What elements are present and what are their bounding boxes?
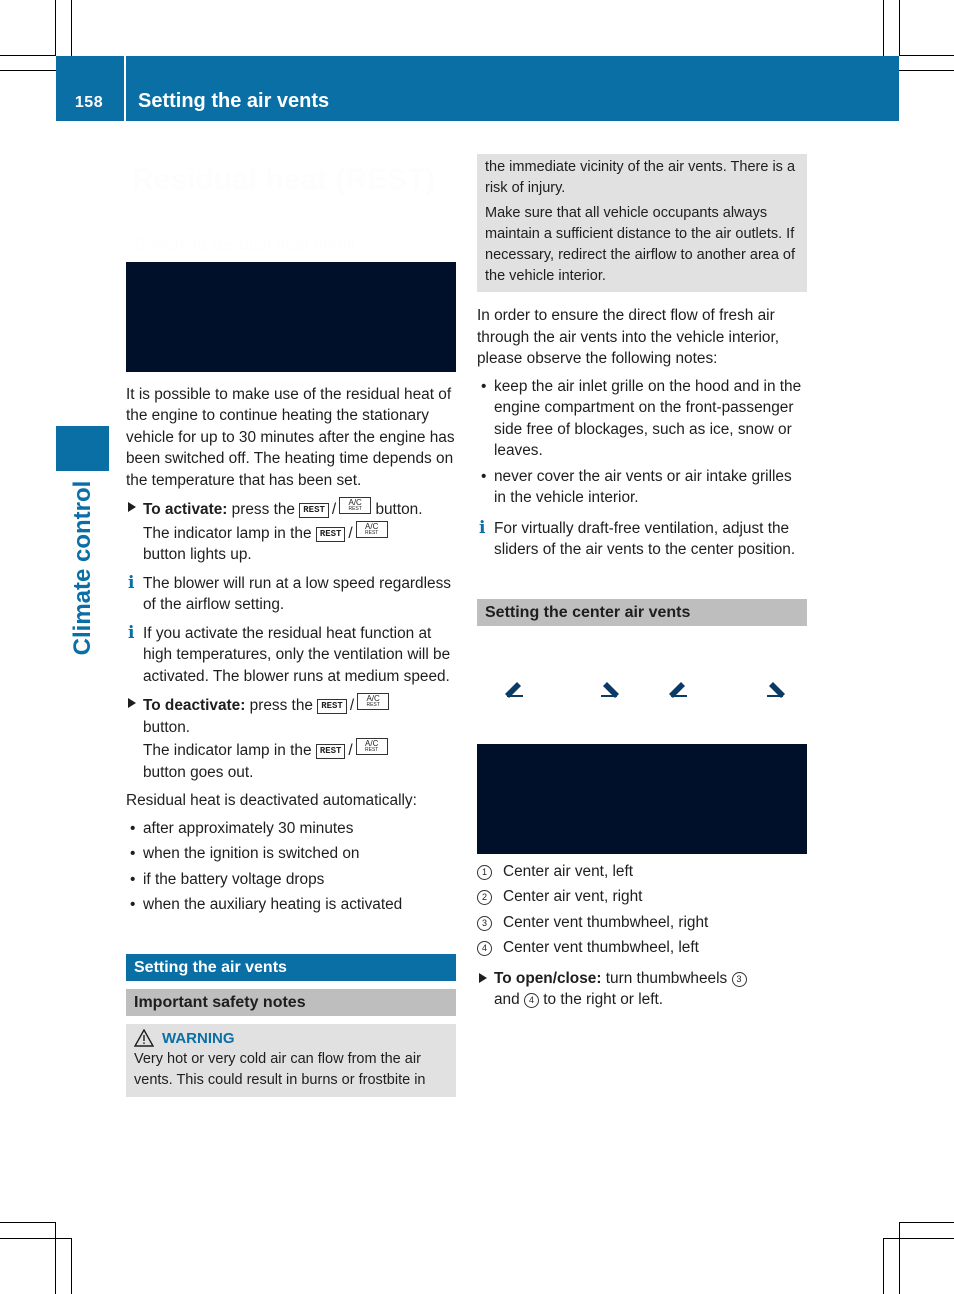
right-column (477, 154, 807, 1011)
crop-mark (0, 70, 56, 71)
info-icon: i (128, 622, 135, 643)
rest-button-icon: REST (316, 527, 346, 542)
legend-item: 1 Center air vent, left (477, 861, 807, 883)
crop-mark (899, 70, 954, 71)
info-note: i The blower will run at a low speed regardless of the airflow setting. (128, 572, 451, 613)
warning-icon (134, 1029, 154, 1047)
auto-deactivate-list (126, 818, 456, 916)
deactivate-step: To deactivate: press the REST / A/C REST button. The indicator lamp in the REST / A/C REST button goes out. (126, 693, 456, 783)
page-title: Setting the air vents (138, 90, 330, 112)
info-icon: i (479, 517, 486, 538)
crop-mark (899, 55, 954, 56)
vent-diagram (477, 626, 807, 744)
rest-button-icon: REST (299, 503, 329, 518)
step-arrow-icon (128, 698, 136, 708)
section-heading: Setting the air vents (126, 954, 456, 981)
ac-button-icon: A/C REST (356, 521, 388, 538)
crop-mark (899, 0, 900, 56)
list-item: • when the auxiliary heating is activated (130, 896, 403, 913)
chapter-tab (56, 426, 109, 471)
notes-list (477, 376, 807, 509)
open-close-step: To open/close: turn thumbwheels 3 and 4 to the right or left. (477, 968, 807, 1011)
info-note: i If you activate the residual heat function at high temperatures, only the ventilation will be activated. The blower runs at medium speed. (128, 622, 451, 685)
left-column (126, 150, 456, 1097)
warning-box (126, 1024, 456, 1097)
notes-intro: In order to ensure the direct flow of fresh air through the air vents into the vehicle interior, please observe the following notes: (477, 307, 780, 367)
crop-mark (883, 1238, 954, 1239)
chapter-label: Climate control (69, 480, 96, 656)
info-icon: i (128, 572, 135, 593)
section-heading: Setting the center air vents (477, 599, 807, 626)
crop-mark (883, 0, 884, 56)
center-vents-image (477, 744, 807, 854)
list-item: • after approximately 30 minutes (130, 819, 354, 837)
faint-section-title: Residual heat (REST) (132, 163, 436, 196)
faint-subsection-title: Switching residual heat on/off (134, 235, 356, 254)
crop-mark (899, 1222, 900, 1294)
info-note: i For virtually draft-free ventilation, adjust the sliders of the air vents to the center position. (479, 517, 796, 558)
vent-arrow-icon (759, 672, 791, 704)
step-arrow-icon (128, 502, 136, 512)
list-item: • when the ignition is switched on (130, 845, 360, 862)
legend-item: 4 Center vent thumbwheel, left (477, 937, 807, 959)
crop-mark (71, 1238, 72, 1294)
crop-mark (899, 1222, 954, 1223)
rest-button-icon: REST (317, 699, 347, 714)
ac-button-icon: A/C REST (356, 738, 388, 755)
crop-mark (0, 55, 56, 56)
crop-mark (55, 1222, 56, 1294)
header-divider (124, 56, 126, 121)
legend-item: 3 Center vent thumbwheel, right (477, 912, 807, 934)
activate-step: To activate: press the REST / A/C REST button. The indicator lamp in the REST / A/C REST button lights up. (126, 497, 456, 566)
legend-item: 2 Center air vent, right (477, 886, 807, 908)
list-item: • never cover the air vents or air intake grilles in the vehicle interior. (481, 467, 792, 506)
crop-mark (55, 0, 56, 56)
legend-list (477, 861, 807, 959)
warning-text: Very hot or very cold air can flow from the air vents. This could result in burns or frostbite in (134, 1050, 426, 1088)
warning-header: WARNING (134, 1028, 449, 1049)
vent-arrow-icon (663, 672, 695, 704)
page-number: 158 (74, 94, 104, 111)
vent-arrow-icon (499, 672, 531, 704)
page-header (56, 56, 899, 121)
residual-heat-image (126, 262, 456, 372)
step-arrow-icon (479, 973, 487, 983)
ac-button-icon: A/C REST (339, 497, 371, 514)
crop-mark (0, 1238, 72, 1239)
crop-mark (71, 0, 72, 56)
rest-button-icon: REST (316, 744, 346, 759)
ac-button-icon: A/C REST (357, 693, 389, 710)
vent-arrow-icon (593, 672, 625, 704)
crop-mark (0, 1222, 56, 1223)
crop-mark (883, 1238, 884, 1294)
list-item: • if the battery voltage drops (130, 870, 325, 888)
list-item: • keep the air inlet grille on the hood and in the engine compartment on the front-passenger side free of blockages, such as ice, snow or leaves. (481, 377, 802, 459)
warning-box-continued: the immediate vicinity of the air vents. There is a risk of injury. Make sure that all vehicle occupants always maintain a sufficient distance to the air outlets. If necessary, redirect the airflow to another area of the vehicle interior. (477, 154, 807, 292)
auto-deactivate-intro: Residual heat is deactivated automatically: (126, 792, 417, 809)
subsection-heading: Important safety notes (126, 989, 456, 1016)
intro-paragraph: It is possible to make use of the residual heat of the engine to continue heating the stationary vehicle for up to 30 minutes after the engine has been switched off. The heating time depends on the temperature that has been set. (126, 385, 455, 489)
